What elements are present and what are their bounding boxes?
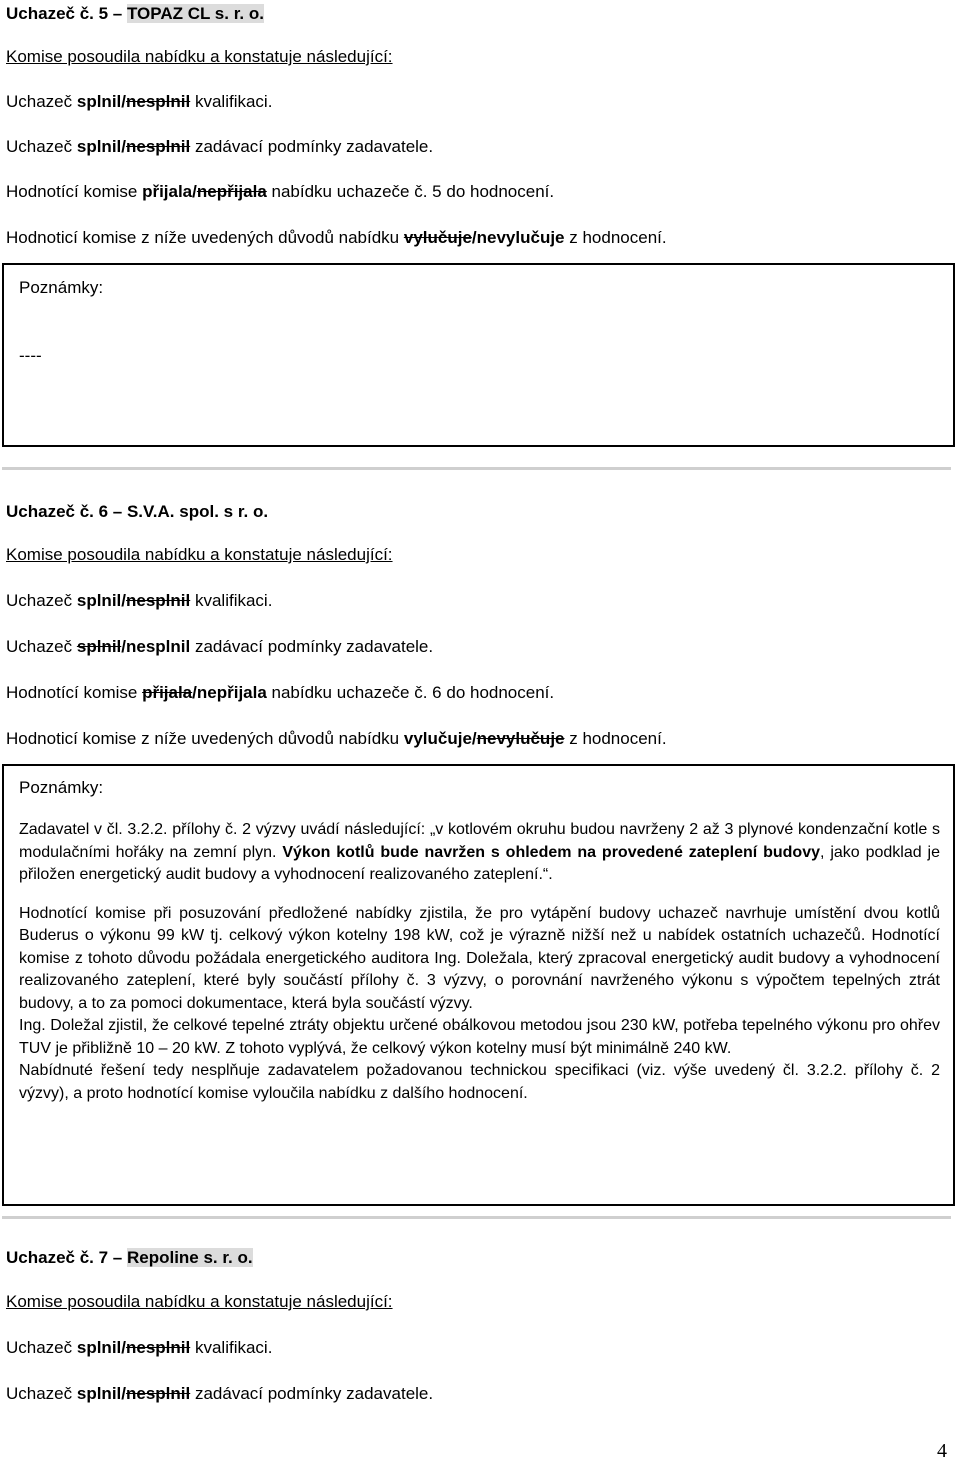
candidate-6-conditions — [6, 637, 433, 657]
q-choice-struck: nesplnil — [126, 92, 191, 111]
notes-paragraph-1 — [19, 819, 940, 887]
q-choice-struck: nesplnil — [126, 591, 191, 610]
candidate-6-intro: Komise posoudila nabídku a konstatuje následující: — [6, 545, 393, 564]
candidate-7-conditions — [6, 1384, 433, 1404]
q-choice-struck: přijala — [142, 683, 193, 702]
candidate-7-name: Repoline s. r. o. — [126, 1248, 253, 1267]
q-text: Uchazeč — [6, 1384, 77, 1403]
notes-text: ---- — [19, 346, 42, 365]
candidate-5-exclusion — [6, 228, 667, 248]
q-text-end: kvalifikaci. — [190, 92, 273, 111]
candidate-7-heading — [6, 1248, 253, 1268]
q-text: Hodnotící komise — [6, 683, 143, 702]
q-choice-selected: splnil/ — [76, 1384, 126, 1403]
q-choice-selected: splnil/ — [76, 92, 126, 111]
notes-paragraph-2: Hodnotící komise při posuzování předložené nabídky zjistila, že pro vytápění budovy uchazeč navrhuje umístění dvou kotlů Buderus o výkonu 99 kW tj. celkový výkon kotelny 198 kW, což je výrazně nižší než u nabídek ostatních uchazečů. Hodnotící komise z tohoto důvodu požádala energetického auditora Ing. Doležala, který zpracoval energetický audit budovy a vyhodnocení realizovaného zateplení, které byly součástí přílohy č. 3 výzvy, o porovnání navrženého výkonu s výpočtem tepelných ztrát budovy, a to za pomoci dokumentace, která byla součástí výzvy. — [19, 904, 940, 1012]
candidate-5-name: TOPAZ CL s. r. o. — [126, 4, 264, 23]
candidate-7-heading-prefix: Uchazeč č. 7 – — [6, 1248, 127, 1267]
q-choice-selected: /nepřijala — [192, 683, 267, 702]
candidate-5-intro: Komise posoudila nabídku a konstatuje následující: — [6, 47, 393, 66]
q-text-end: nabídku uchazeče č. 6 do hodnocení. — [266, 683, 555, 702]
q-choice-selected: /nevylučuje — [471, 228, 565, 247]
notes-label: Poznámky: — [19, 778, 104, 797]
q-choice-selected: splnil/ — [76, 1338, 126, 1357]
q-choice-struck: nevylučuje — [476, 729, 565, 748]
q-text: Hodnoticí komise z níže uvedených důvodů nabídku — [6, 729, 404, 748]
candidate-5-qualification — [6, 92, 272, 112]
notes-label: Poznámky: — [19, 278, 104, 297]
q-choice-selected: splnil/ — [76, 591, 126, 610]
candidate-6-exclusion — [6, 729, 667, 749]
q-choice-struck: nesplnil — [126, 1338, 191, 1357]
q-text-end: z hodnocení. — [564, 729, 667, 748]
q-text-end: kvalifikaci. — [190, 1338, 273, 1357]
candidate-5-heading-prefix: Uchazeč č. 5 – — [6, 4, 127, 23]
q-text-end: nabídku uchazeče č. 5 do hodnocení. — [266, 182, 555, 201]
notes-p1-text-end: , jako podklad je přiložen energetický audit budovy a vyhodnocení realizovaného zateplení.“. — [19, 843, 940, 883]
candidate-5-conditions — [6, 137, 433, 157]
q-choice-struck: nepřijala — [196, 182, 267, 201]
q-choice-struck: vylučuje — [403, 228, 472, 247]
q-text: Uchazeč — [6, 137, 77, 156]
candidate-7-intro: Komise posoudila nabídku a konstatuje následující: — [6, 1292, 393, 1311]
section-separator — [2, 467, 951, 470]
q-choice-struck: nesplnil — [126, 1384, 191, 1403]
q-text-end: zadávací podmínky zadavatele. — [190, 637, 434, 656]
notes-paragraph-3: Ing. Doležal zjistil, že celkové tepelné ztráty objektu určené obálkovou metodou jsou 230 kW, potřeba tepelného výkonu pro ohřev TUV je přibližně 10 – 20 kW. Z tohoto vyplývá, že celkový výkon kotelny musí být minimálně 240 kW. — [19, 1017, 940, 1057]
q-text: Hodnoticí komise z níže uvedených důvodů nabídku — [6, 228, 404, 247]
q-text-end: z hodnocení. — [564, 228, 667, 247]
page-number: 4 — [937, 1440, 947, 1462]
q-choice-selected: přijala/ — [142, 182, 197, 201]
q-text-end: zadávací podmínky zadavatele. — [190, 137, 434, 156]
q-text-end: zadávací podmínky zadavatele. — [190, 1384, 434, 1403]
section-separator — [2, 1216, 951, 1219]
candidate-5-heading — [6, 4, 264, 24]
q-text: Uchazeč — [6, 637, 77, 656]
notes-p1-text: Zadavatel v čl. 3.2.2. přílohy č. 2 výzvy uvádí následující: „v kotlovém okruhu budou navrženy 2 až 3 plynové kondenzační kotle s modulačními hořáky na zemní plyn. — [19, 821, 940, 861]
candidate-6-notes-body — [19, 819, 940, 1105]
notes-paragraph-4: Nabídnuté řešení tedy nesplňuje zadavatelem požadovanou technickou specifikaci (viz. výše uvedený čl. 3.2.2. přílohy č. 2 výzvy), a proto hodnotící komise vyloučila nabídku z dalšího hodnocení. — [19, 1062, 940, 1102]
q-choice-selected: vylučuje/ — [403, 729, 477, 748]
q-choice-selected: /nesplnil — [121, 637, 191, 656]
candidate-5-notes-box — [2, 263, 955, 447]
candidate-6-qualification — [6, 591, 272, 611]
candidate-5-acceptance — [6, 182, 554, 202]
candidate-6-heading: Uchazeč č. 6 – S.V.A. spol. s r. o. — [6, 502, 269, 521]
q-text: Uchazeč — [6, 591, 77, 610]
candidate-6-acceptance — [6, 683, 554, 703]
q-text: Hodnotící komise — [6, 182, 143, 201]
notes-p1-bold: Výkon kotlů bude navržen s ohledem na provedené zateplení budovy — [282, 843, 820, 861]
q-choice-struck: splnil — [76, 637, 122, 656]
candidate-7-qualification — [6, 1338, 272, 1358]
q-text: Uchazeč — [6, 92, 77, 111]
q-choice-struck: nesplnil — [126, 137, 191, 156]
q-text-end: kvalifikaci. — [190, 591, 273, 610]
q-choice-selected: splnil/ — [76, 137, 126, 156]
q-text: Uchazeč — [6, 1338, 77, 1357]
